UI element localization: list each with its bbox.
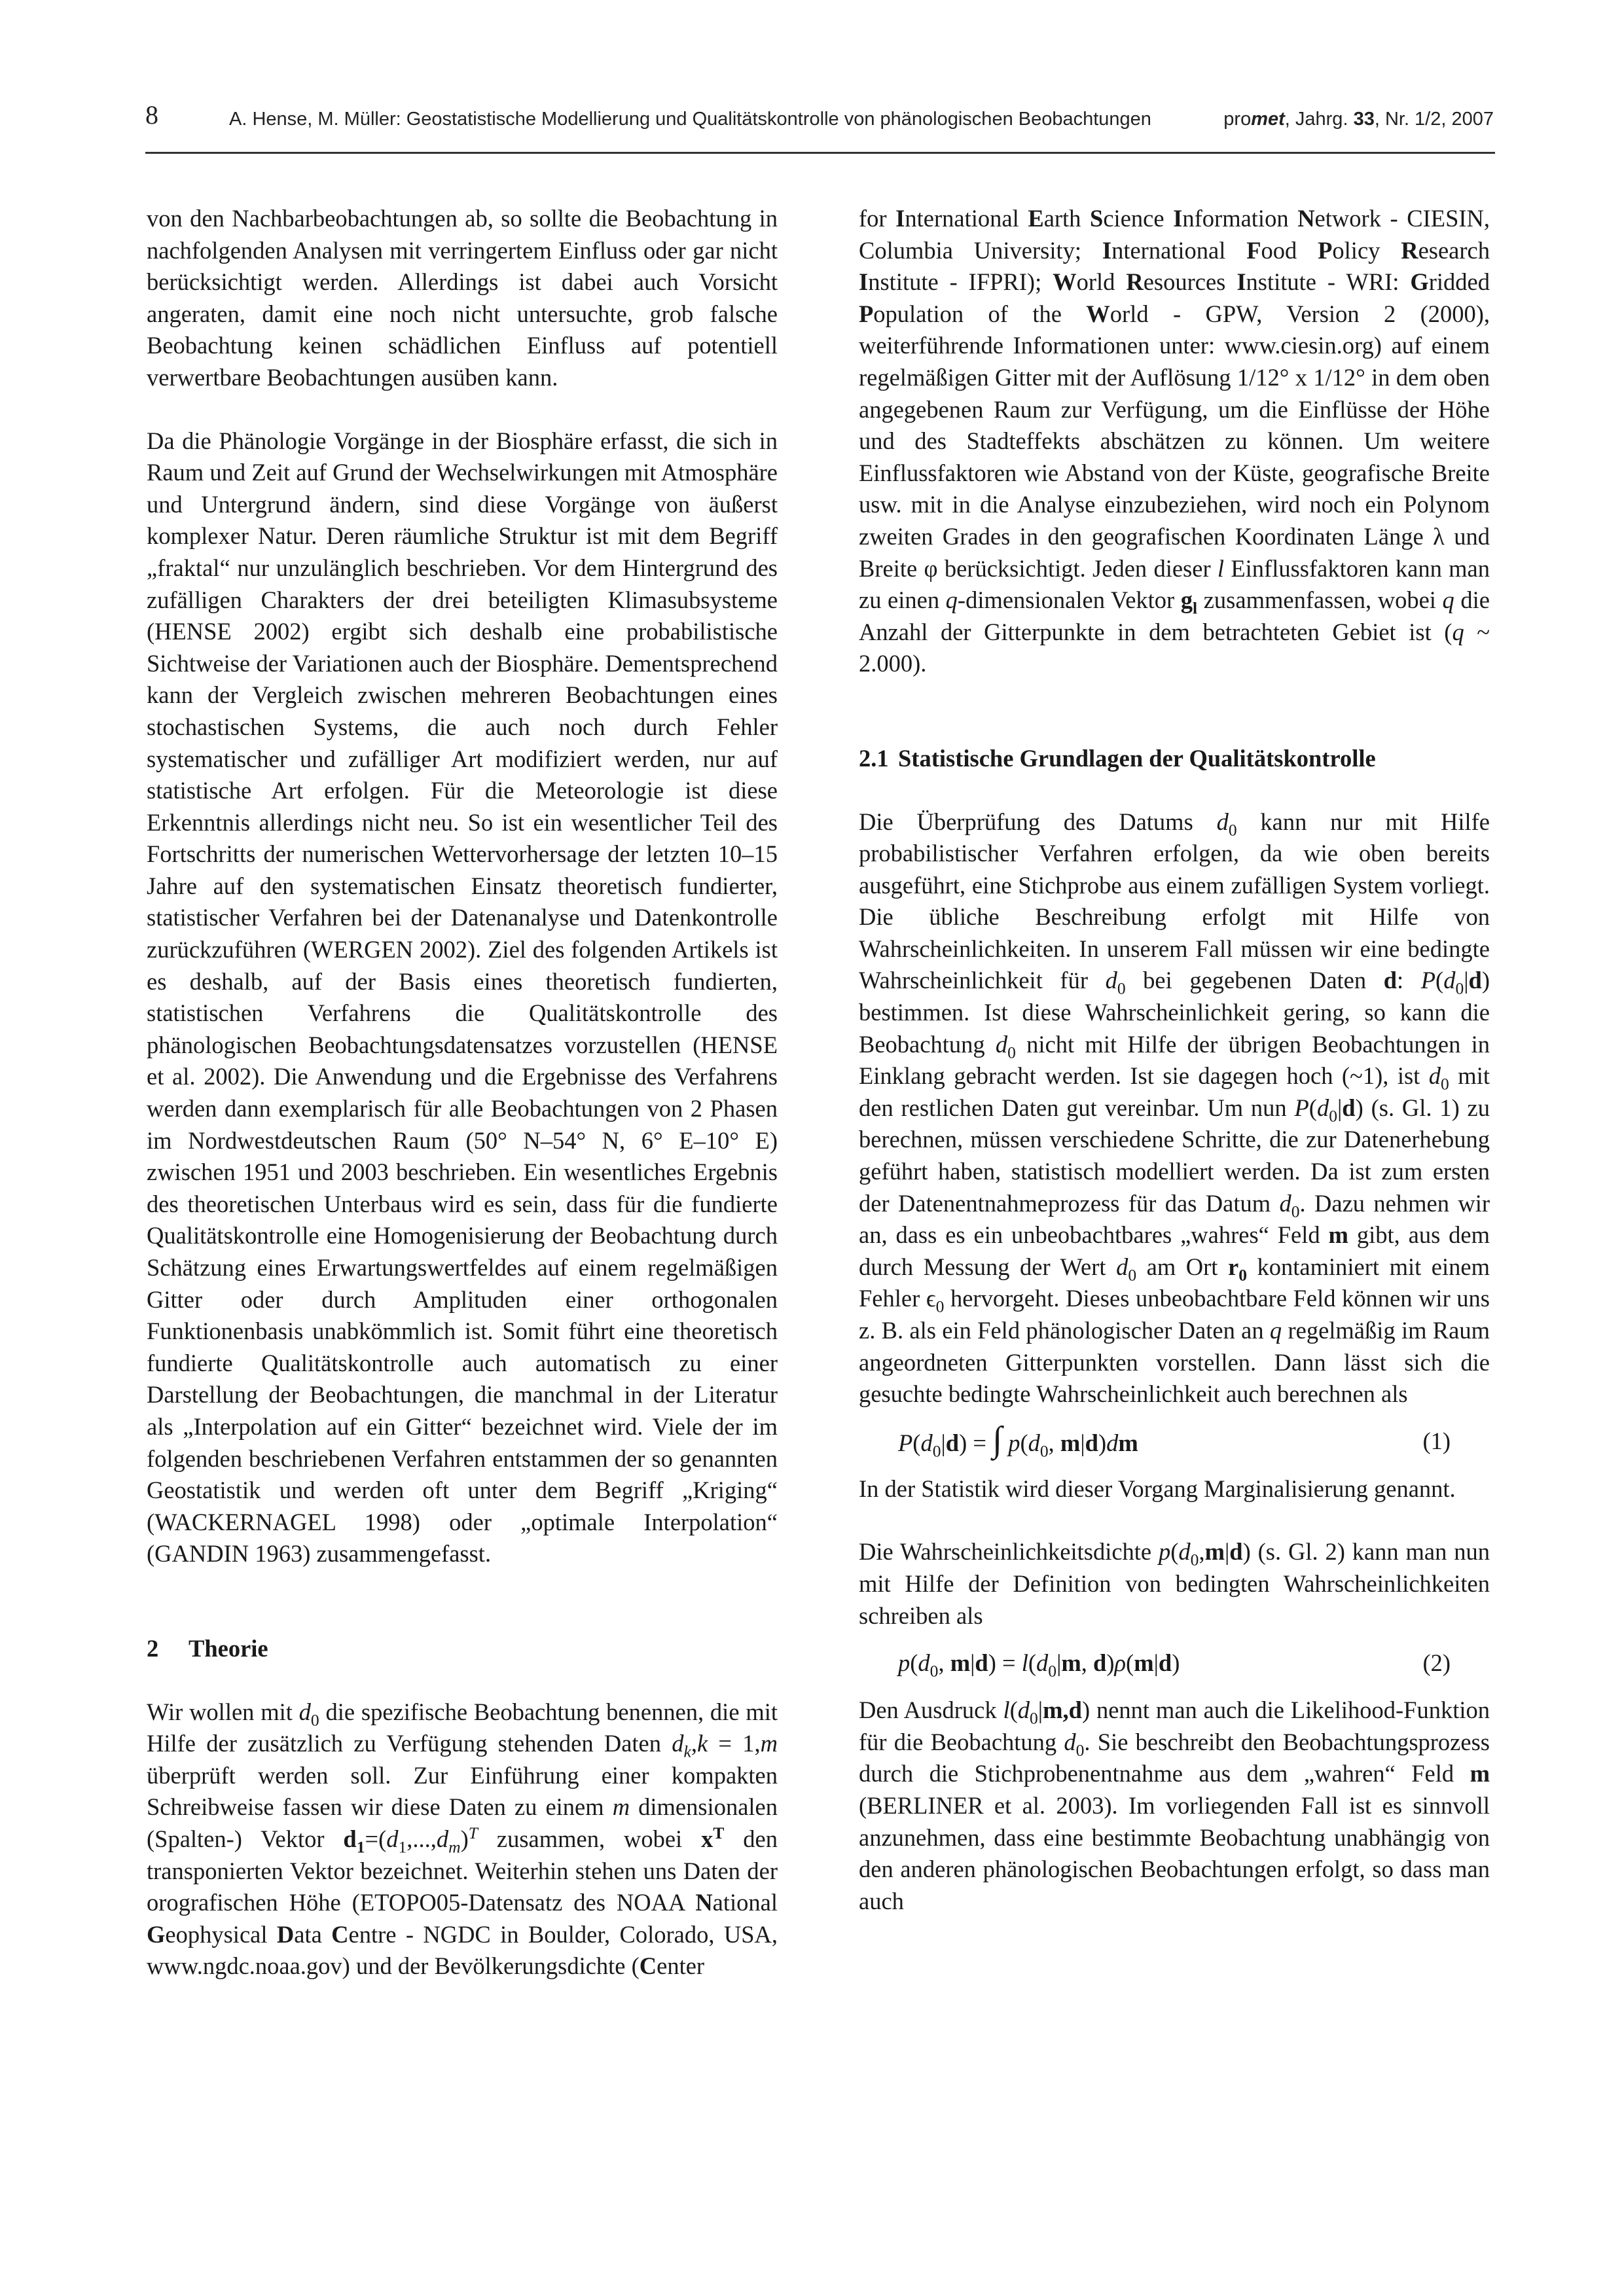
section-heading: 2.1 Statistische Grundlagen der Qualitätskontrolle	[859, 744, 1376, 772]
equation-1: $P(d_0|d)$ = ∫ $p(d_0$, m|d)dm (1)	[898, 1419, 1451, 1461]
text-run: R	[1401, 236, 1418, 264]
header-rule	[145, 152, 1495, 154]
section-heading: 2 Theorie	[147, 1634, 268, 1662]
page-number: 8	[145, 100, 158, 130]
text-run: nstitute - IFPRI);	[868, 268, 1053, 296]
running-title: A. Hense, M. Müller: Geostatistische Modellierung und Qualitätskontrolle von phänologischen Beobachtungen	[229, 109, 1151, 130]
text-run: F	[1246, 236, 1261, 264]
text-run: nformation	[1182, 205, 1298, 232]
text-run: P	[1318, 236, 1333, 264]
text-run: I	[1102, 236, 1112, 264]
text-run: W	[1053, 268, 1077, 296]
equation-2: $p(d_0$, $m|d) = l(d_0|m$, d)ρ(m|d) (2)	[859, 1632, 1490, 1695]
text-run: ood	[1261, 236, 1318, 264]
paragraph: In der Statistik wird dieser Vorgang Marginalisierung genannt.	[859, 1475, 1456, 1502]
text-run: cience	[1103, 205, 1174, 232]
text-run: S	[1090, 205, 1104, 232]
left-column	[147, 203, 778, 1982]
text-run: I	[1173, 205, 1183, 232]
text-run: ridded	[1428, 268, 1490, 296]
text-run: esources	[1143, 268, 1237, 296]
equation-number: (2)	[1422, 1649, 1451, 1676]
text-run: W	[1086, 300, 1110, 327]
text-run: esearch	[1418, 236, 1490, 264]
text-run: olicy	[1332, 236, 1401, 264]
text-run: N	[1297, 205, 1315, 232]
text-run: etwork - CIESIN, Columbia University;	[859, 205, 1490, 264]
text-run: nstitute - WRI:	[1246, 268, 1411, 296]
text-run: G	[1410, 268, 1429, 296]
text-run: R	[1126, 268, 1144, 296]
text-run: E	[1028, 205, 1044, 232]
text-run: orld	[1076, 268, 1127, 296]
text-run: I	[859, 268, 869, 296]
journal-citation: promet, Jahrg. 33, Nr. 1/2, 2007	[1223, 109, 1494, 130]
paragraph: for International Earth Science Information Network - CIESIN, Columbia University; International Food Policy Research Institute - IFPRI); World Resources Institute - WRI: Gridded Population of the World - GPW, Version 2 (2000), weiterführende Informationen unter: www.ciesin.org) auf einem regelmäßigen Gitter mit der Auflösung 1/12° x 1/12° in dem oben angegebenen Raum zur Verfügung, um die Einflüsse der Höhe und des Stadteffekts abschätzen zu können. Um weitere Einflussfaktoren wie Abstand von der Küste, geografische Breite usw. mit in die Analyse einzubeziehen, wird noch ein Polynom zweiten Grades in den geografischen Koordinaten Länge λ und Breite φ berücksichtigt. Jeden dieser l Einflussfaktoren kann man zu einen q-dimensionalen Vektor $g_l$ zusammenfassen, wobei q die Anzahl der Gitterpunkte in dem betrachteten Gebiet ist (q ~ 2.000).	[859, 205, 1490, 677]
paragraph: Wir wollen mit $d_0$ die spezifische Beobachtung benennen, die mit Hilfe der zusätzlich zu Verfügung stehenden Daten $d_k,k = 1,m$ überprüft werden soll. Zur Einführung einer kompakten Schreibweise fassen wir diese Daten zu einem m dimensionalen (Spalten-) Vektor $d_1=(d_1,...,d_m)^T$ zusammen, wobei $x^T$ den transponierten Vektor bezeichnet. Weiterhin stehen uns Daten der orografischen Höhe (ETOPO05-Datensatz des NOAA National Geophysical Data Centre - NGDC in Boulder, Colorado, USA, www.ngdc.noaa.gov) und der Bevölkerungsdichte (Center	[147, 1698, 778, 1980]
text-run: arth	[1043, 205, 1091, 232]
running-header	[145, 99, 1494, 139]
paragraph: Die Wahrscheinlichkeitsdichte $p(d_0,m|d)$ (s. Gl. 2) kann man nun mit Hilfe der Definition von bedingten Wahrscheinlichkeiten schreiben als	[859, 1538, 1490, 1629]
text-run: opulation of the	[873, 300, 1087, 327]
paragraph: von den Nachbarbeobachtungen ab, so sollte die Beobachtung in nachfolgenden Analysen mit verringertem Einfluss oder gar nicht berücksichtigt werden. Allerdings ist dabei auch Vorsicht angeraten, damit eine noch nicht untersuchte, grob falsche Beobachtung keinen schädlichen Einfluss auf potentiell verwertbare Beobachtungen ausüben kann.	[147, 205, 778, 391]
equation-number: (1)	[1422, 1427, 1451, 1455]
text-run: nternational	[1111, 236, 1247, 264]
text-run: for	[859, 205, 896, 232]
text-run: I	[1236, 268, 1246, 296]
paragraph: Die Überprüfung des Datums $d_0$ kann nur mit Hilfe probabilistischer Verfahren erfolgen, da wie oben bereits ausgeführt, eine Stichprobe aus einem zufälligen System vorliegt. Die übliche Beschreibung erfolgt mit Hilfe von Wahrscheinlichkeiten. In unserem Fall müssen wir eine bedingte Wahrscheinlichkeit für $d_0$ bei gegebenen Daten d: $P(d_0|d)$ bestimmen. Ist diese Wahrscheinlichkeit gering, so kann die Beobachtung $d_0$ nicht mit Hilfe der übrigen Beobachtungen in Einklang gebracht werden. Ist sie dagegen hoch (~1), ist $d_0$ mit den restlichen Daten gut vereinbar. Um nun $P(d_0|d)$ (s. Gl. 1) zu berechnen, müssen verschiedene Schritte, die zur Datenerhebung geführt haben, statistisch modelliert werden. Da ist zum ersten der Datenentnahmeprozess für das Datum $d_0$. Dazu nehmen wir an, dass es ein unbeobachtbares „wahres“ Feld m gibt, aus dem durch Messung der Wert $d_0$ am Ort $r_0$ kontaminiert mit einem Fehler $\epsilon_0$ hervorgeht. Dieses unbeobachtbare Feld können wir uns z. B. als ein Feld phänologischer Daten an q regelmäßig im Raum angeordneten Gitterpunkten vorstellen. Dann lässt sich die gesuchte bedingte Wahrscheinlichkeit auch berechnen als	[859, 808, 1490, 1408]
right-column	[859, 203, 1490, 1917]
paragraph: Den Ausdruck $l(d_0|m,d)$ nennt man auch die Likelihood-Funktion für die Beobachtung $d_0$. Sie beschreibt den Beobachtungsprozess durch die Stichprobenentnahme aus dem „wahren“ Feld m (BERLINER et al. 2003). Im vorliegenden Fall ist es sinnvoll anzunehmen, dass eine bestimmte Beobachtung unabhängig von den anderen phänologischen Beobachtungen erfolgt, so dass man auch	[859, 1696, 1490, 1914]
text-run: I	[895, 205, 905, 232]
text-run: nternational	[905, 205, 1028, 232]
text-run: P	[859, 300, 874, 327]
text-run: orld - GPW, Version 2 (2000), weiterführende Informationen unter: www.ciesin.org) auf einem regelmäßigen Gitter mit der Auflösung 1/12° x 1/12° in dem oben angegebenen Raum zur Verfügung, um die Einflüsse der Höhe und des Stadteffekts abschätzen zu können. Um weitere Einflussfaktoren wie Abstand von der Küste, geografische Breite usw. mit in die Analyse einzubeziehen, wird noch ein Polynom zweiten Grades in den geografischen Koordinaten Länge λ und Breite φ berücksichtigt. Jeden dieser	[859, 300, 1490, 582]
paragraph: Da die Phänologie Vorgänge in der Biosphäre erfasst, die sich in Raum und Zeit auf Grund der Wechselwirkungen mit Atmosphäre und Untergrund ändern, sind diese Vorgänge von äußerst komplexer Natur. Deren räumliche Struktur ist mit dem Begriff „fraktal“ nur unzulänglich beschrieben. Vor dem Hintergrund des zufälligen Charakters der drei beteiligten Klimasubsysteme (HENSE 2002) ergibt sich deshalb eine probabilistische Sichtweise der Variationen auch der Biosphäre. Dementsprechend kann der Vergleich zwischen mehreren Beobachtungen eines stochastischen Systems, die auch noch durch Fehler systematischer und zufälliger Art modifiziert werden, nur auf statistische Art erfolgen. Für die Meteorologie ist diese Erkenntnis allerdings nicht neu. So ist ein wesentlicher Teil des Fortschritts der numerischen Wettervorhersage der letzten 10–15 Jahre auf den systematischen Einsatz theoretisch fundierter, statistischer Verfahren bei der Datenanalyse und Datenkontrolle zurückzuführen (WERGEN 2002). Ziel des folgenden Artikels ist es deshalb, auf der Basis eines theoretisch fundierten, statistischen Verfahrens die Qualitätskontrolle des phänologischen Beobachtungsdatensatzes vorzustellen (HENSE et al. 2002). Die Anwendung und die Ergebnisse des Verfahrens werden dann exemplarisch für alle Beobachtungen von 2 Phasen im Nordwestdeutschen Raum (50° N–54° N, 6° E–10° E) zwischen 1951 und 2003 beschrieben. Ein wesentliches Ergebnis des theoretischen Unterbaus wird es sein, dass für die fundierte Qualitätskontrolle eine Homogenisierung der Beobachtung durch Schätzung eines Erwartungswertfeldes auf einem regelmäßigen Gitter oder durch Amplituden einer orthogonalen Funktionenbasis unabkömmlich ist. Somit führt eine theoretisch fundierte Qualitätskontrolle auch automatisch zu einer Darstellung der Beobachtungen, die manchmal in der Literatur als „Interpolation auf ein Gitter“ bezeichnet wird. Viele der im folgenden beschriebenen Verfahren entstammen der so genannten Geostatistik und werden oft unter dem Begriff „Kriging“ (WACKERNAGEL 1998) oder „optimale Interpolation“ (GANDIN 1963) zusammengefasst.	[147, 427, 778, 1568]
